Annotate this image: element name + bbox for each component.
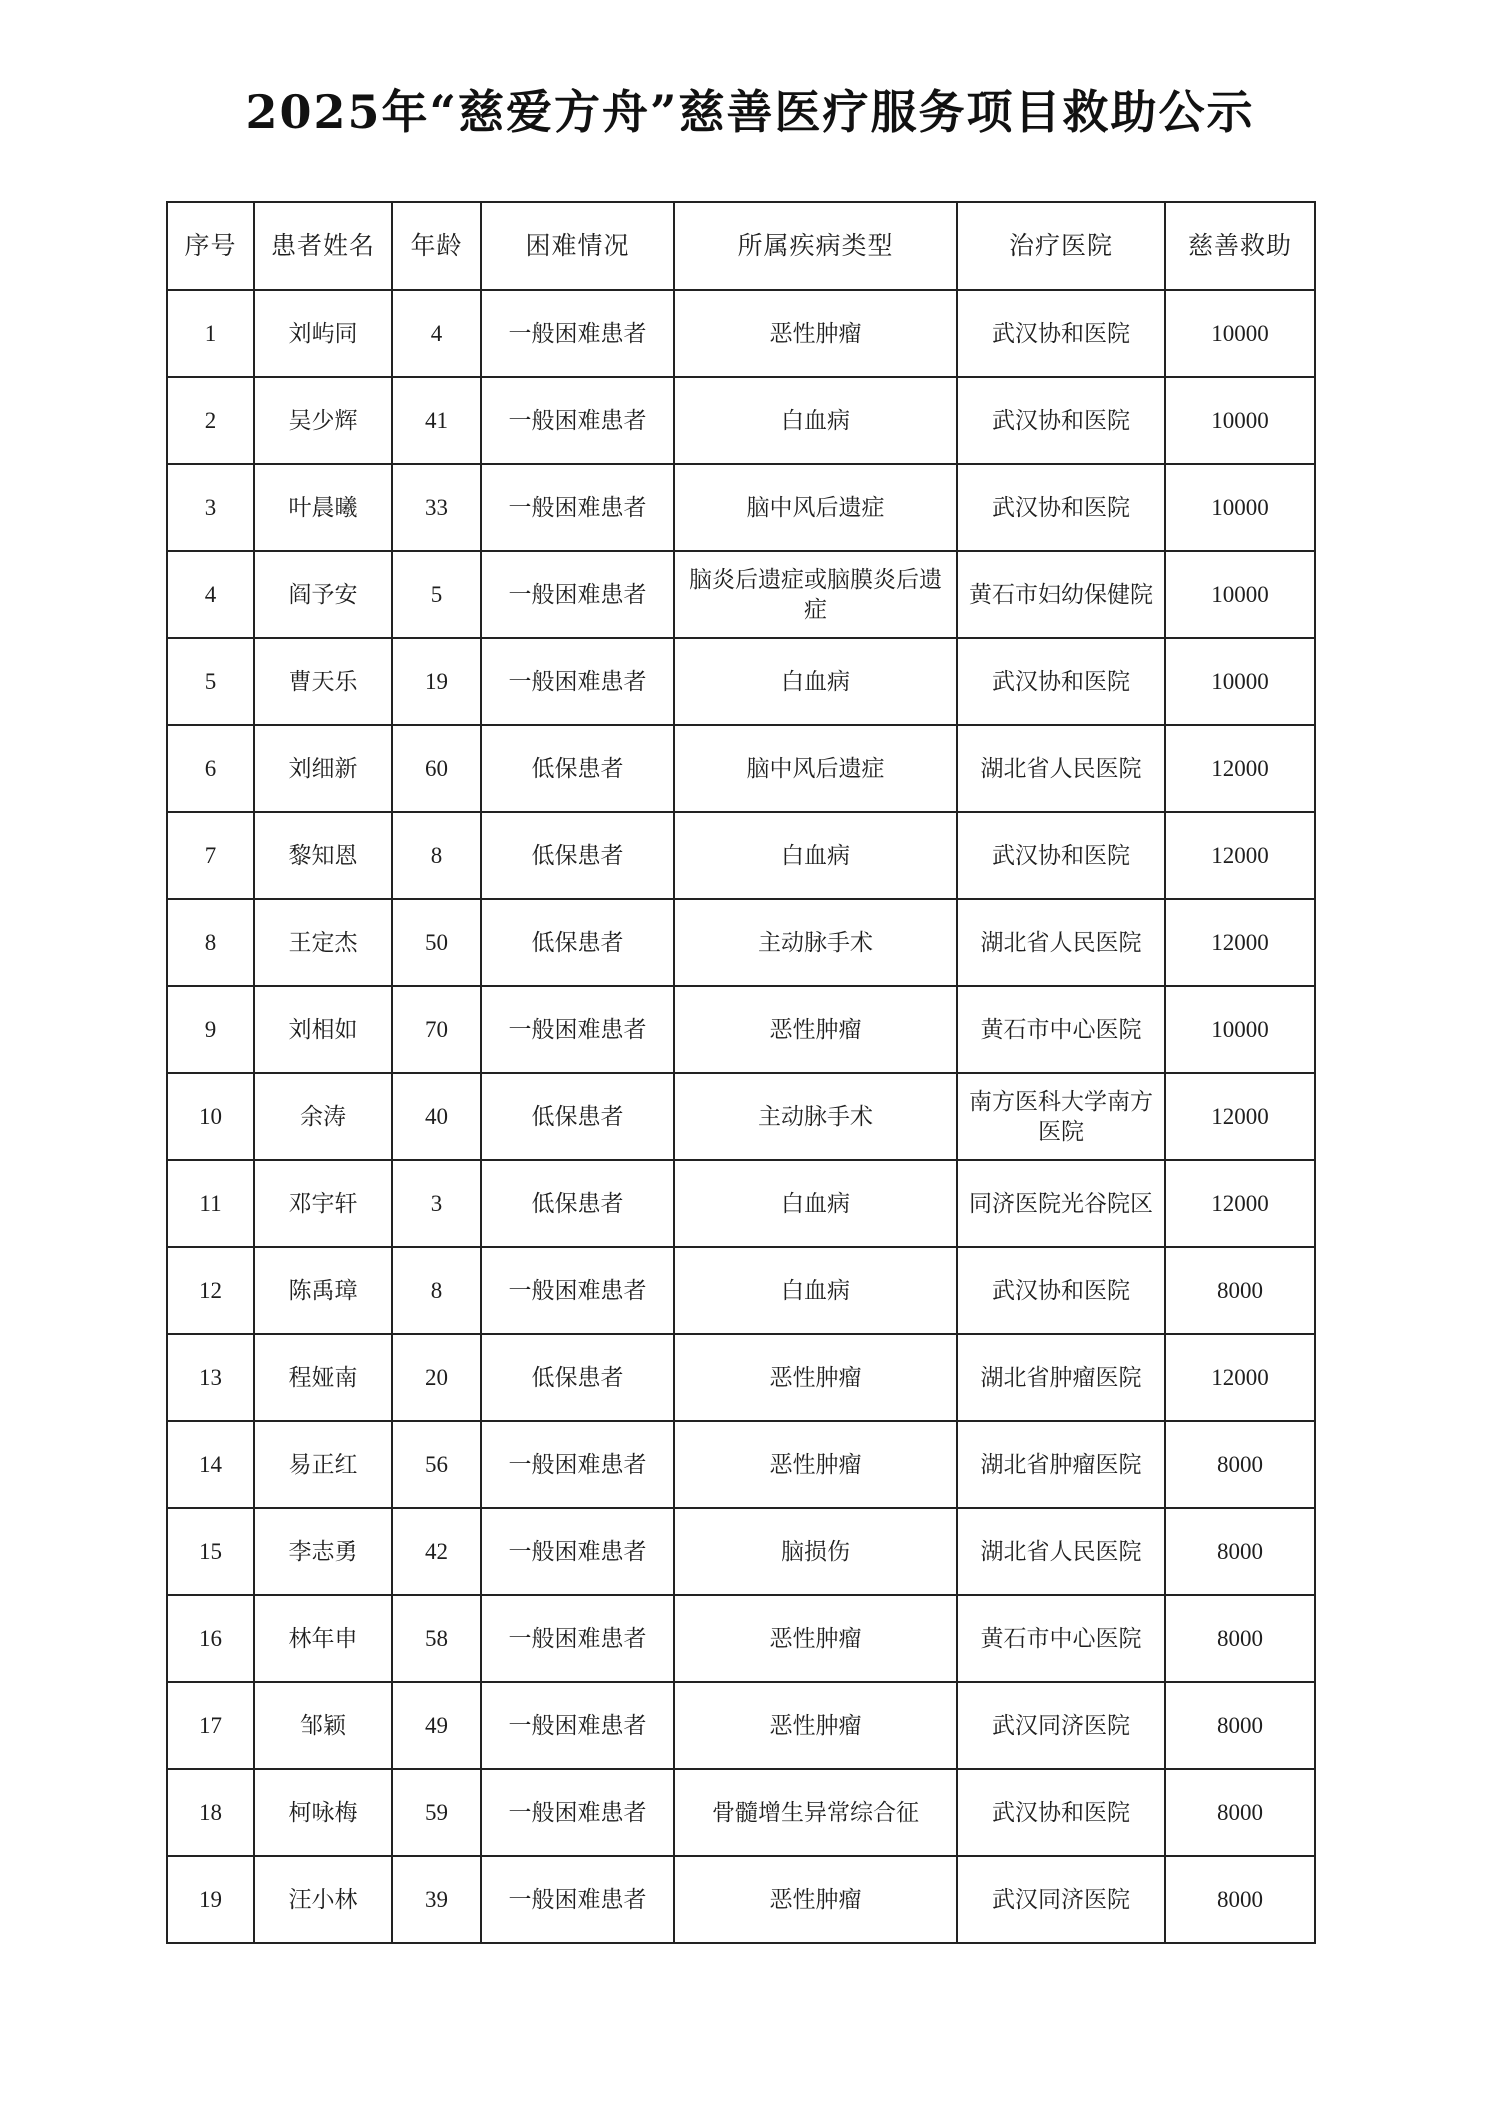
cell-disease: 白血病 — [674, 1160, 957, 1247]
table-row — [167, 1247, 1315, 1334]
cell-age: 5 — [392, 551, 481, 638]
table-row — [167, 725, 1315, 812]
cell-status: 一般困难患者 — [481, 464, 674, 551]
table-row — [167, 986, 1315, 1073]
cell-age: 42 — [392, 1508, 481, 1595]
cell-no: 6 — [167, 725, 254, 812]
cell-amount: 10000 — [1165, 377, 1315, 464]
table-row — [167, 1682, 1315, 1769]
cell-hospital: 黄石市中心医院 — [957, 1595, 1165, 1682]
cell-age: 70 — [392, 986, 481, 1073]
cell-age: 8 — [392, 1247, 481, 1334]
cell-status: 一般困难患者 — [481, 1682, 674, 1769]
cell-status: 一般困难患者 — [481, 638, 674, 725]
cell-name: 李志勇 — [254, 1508, 392, 1595]
table-row — [167, 638, 1315, 725]
table-row — [167, 1856, 1315, 1943]
cell-name: 柯咏梅 — [254, 1769, 392, 1856]
cell-age: 3 — [392, 1160, 481, 1247]
cell-no: 17 — [167, 1682, 254, 1769]
cell-status: 低保患者 — [481, 812, 674, 899]
cell-hospital: 湖北省人民医院 — [957, 1508, 1165, 1595]
cell-status: 低保患者 — [481, 725, 674, 812]
table-row — [167, 551, 1315, 638]
table-row — [167, 1595, 1315, 1682]
cell-status: 一般困难患者 — [481, 986, 674, 1073]
header-no: 序号 — [167, 202, 254, 290]
cell-no: 4 — [167, 551, 254, 638]
cell-amount: 10000 — [1165, 638, 1315, 725]
cell-name: 刘细新 — [254, 725, 392, 812]
cell-hospital: 武汉协和医院 — [957, 1769, 1165, 1856]
cell-age: 8 — [392, 812, 481, 899]
cell-disease: 恶性肿瘤 — [674, 986, 957, 1073]
cell-status: 一般困难患者 — [481, 1769, 674, 1856]
cell-age: 50 — [392, 899, 481, 986]
cell-hospital: 武汉协和医院 — [957, 290, 1165, 377]
table-row — [167, 290, 1315, 377]
table-header-row — [167, 202, 1315, 290]
cell-disease: 骨髓增生异常综合征 — [674, 1769, 957, 1856]
cell-status: 一般困难患者 — [481, 1247, 674, 1334]
cell-no: 2 — [167, 377, 254, 464]
cell-amount: 12000 — [1165, 899, 1315, 986]
cell-disease: 主动脉手术 — [674, 1073, 957, 1160]
cell-disease: 脑损伤 — [674, 1508, 957, 1595]
cell-age: 19 — [392, 638, 481, 725]
cell-name: 吴少辉 — [254, 377, 392, 464]
cell-no: 1 — [167, 290, 254, 377]
cell-age: 40 — [392, 1073, 481, 1160]
cell-no: 7 — [167, 812, 254, 899]
cell-hospital: 湖北省肿瘤医院 — [957, 1421, 1165, 1508]
table-row — [167, 464, 1315, 551]
cell-age: 20 — [392, 1334, 481, 1421]
cell-name: 林年申 — [254, 1595, 392, 1682]
cell-name: 阎予安 — [254, 551, 392, 638]
cell-name: 汪小林 — [254, 1856, 392, 1943]
cell-name: 程娅南 — [254, 1334, 392, 1421]
cell-name: 余涛 — [254, 1073, 392, 1160]
cell-amount: 8000 — [1165, 1682, 1315, 1769]
cell-status: 一般困难患者 — [481, 1595, 674, 1682]
cell-status: 一般困难患者 — [481, 1421, 674, 1508]
cell-disease: 恶性肿瘤 — [674, 1682, 957, 1769]
cell-amount: 10000 — [1165, 551, 1315, 638]
cell-disease: 脑中风后遗症 — [674, 464, 957, 551]
table-row — [167, 377, 1315, 464]
cell-hospital: 同济医院光谷院区 — [957, 1160, 1165, 1247]
table-row — [167, 812, 1315, 899]
cell-age: 58 — [392, 1595, 481, 1682]
cell-hospital: 武汉协和医院 — [957, 377, 1165, 464]
cell-age: 41 — [392, 377, 481, 464]
cell-disease: 白血病 — [674, 812, 957, 899]
cell-name: 邓宇轩 — [254, 1160, 392, 1247]
cell-name: 黎知恩 — [254, 812, 392, 899]
cell-amount: 8000 — [1165, 1421, 1315, 1508]
header-age: 年龄 — [392, 202, 481, 290]
cell-hospital: 武汉同济医院 — [957, 1682, 1165, 1769]
cell-age: 39 — [392, 1856, 481, 1943]
cell-age: 59 — [392, 1769, 481, 1856]
cell-disease: 主动脉手术 — [674, 899, 957, 986]
cell-hospital: 湖北省人民医院 — [957, 899, 1165, 986]
cell-no: 13 — [167, 1334, 254, 1421]
header-disease: 所属疾病类型 — [674, 202, 957, 290]
cell-disease: 脑炎后遗症或脑膜炎后遗症 — [674, 551, 957, 638]
cell-disease: 恶性肿瘤 — [674, 1421, 957, 1508]
cell-name: 刘屿同 — [254, 290, 392, 377]
cell-amount: 12000 — [1165, 725, 1315, 812]
cell-disease: 恶性肿瘤 — [674, 1334, 957, 1421]
cell-no: 9 — [167, 986, 254, 1073]
header-hospital: 治疗医院 — [957, 202, 1165, 290]
cell-disease: 白血病 — [674, 638, 957, 725]
cell-amount: 8000 — [1165, 1247, 1315, 1334]
cell-hospital: 黄石市中心医院 — [957, 986, 1165, 1073]
page-title: 2025年“慈爱方舟”慈善医疗服务项目救助公示 — [245, 85, 1255, 139]
table-row — [167, 1769, 1315, 1856]
cell-no: 10 — [167, 1073, 254, 1160]
cell-amount: 8000 — [1165, 1508, 1315, 1595]
table-row — [167, 1160, 1315, 1247]
table-row — [167, 1421, 1315, 1508]
cell-no: 15 — [167, 1508, 254, 1595]
cell-status: 一般困难患者 — [481, 1856, 674, 1943]
cell-status: 一般困难患者 — [481, 1508, 674, 1595]
cell-disease: 恶性肿瘤 — [674, 1595, 957, 1682]
cell-amount: 12000 — [1165, 1073, 1315, 1160]
cell-no: 12 — [167, 1247, 254, 1334]
cell-amount: 10000 — [1165, 464, 1315, 551]
cell-disease: 白血病 — [674, 1247, 957, 1334]
cell-status: 一般困难患者 — [481, 551, 674, 638]
cell-name: 曹天乐 — [254, 638, 392, 725]
table-row — [167, 1508, 1315, 1595]
table-body — [167, 290, 1315, 1943]
cell-hospital: 武汉协和医院 — [957, 1247, 1165, 1334]
cell-no: 5 — [167, 638, 254, 725]
table-row — [167, 899, 1315, 986]
cell-hospital: 南方医科大学南方医院 — [957, 1073, 1165, 1160]
cell-hospital: 武汉协和医院 — [957, 464, 1165, 551]
cell-name: 邹颖 — [254, 1682, 392, 1769]
cell-amount: 12000 — [1165, 1334, 1315, 1421]
header-amount: 慈善救助 — [1165, 202, 1315, 290]
cell-name: 刘相如 — [254, 986, 392, 1073]
cell-disease: 恶性肿瘤 — [674, 1856, 957, 1943]
cell-name: 叶晨曦 — [254, 464, 392, 551]
cell-age: 4 — [392, 290, 481, 377]
cell-disease: 脑中风后遗症 — [674, 725, 957, 812]
cell-amount: 10000 — [1165, 290, 1315, 377]
cell-no: 11 — [167, 1160, 254, 1247]
header-name: 患者姓名 — [254, 202, 392, 290]
cell-no: 18 — [167, 1769, 254, 1856]
table-row — [167, 1073, 1315, 1160]
cell-name: 易正红 — [254, 1421, 392, 1508]
cell-hospital: 武汉同济医院 — [957, 1856, 1165, 1943]
cell-hospital: 武汉协和医院 — [957, 638, 1165, 725]
cell-amount: 8000 — [1165, 1856, 1315, 1943]
cell-disease: 白血病 — [674, 377, 957, 464]
cell-amount: 12000 — [1165, 1160, 1315, 1247]
relief-table — [166, 201, 1316, 1944]
cell-no: 8 — [167, 899, 254, 986]
cell-amount: 10000 — [1165, 986, 1315, 1073]
cell-hospital: 黄石市妇幼保健院 — [957, 551, 1165, 638]
cell-age: 33 — [392, 464, 481, 551]
cell-hospital: 湖北省人民医院 — [957, 725, 1165, 812]
cell-status: 低保患者 — [481, 1334, 674, 1421]
table-row — [167, 1334, 1315, 1421]
cell-status: 低保患者 — [481, 899, 674, 986]
cell-hospital: 武汉协和医院 — [957, 812, 1165, 899]
cell-no: 3 — [167, 464, 254, 551]
cell-no: 16 — [167, 1595, 254, 1682]
cell-status: 低保患者 — [481, 1160, 674, 1247]
cell-age: 56 — [392, 1421, 481, 1508]
cell-status: 一般困难患者 — [481, 377, 674, 464]
cell-no: 19 — [167, 1856, 254, 1943]
cell-age: 49 — [392, 1682, 481, 1769]
cell-hospital: 湖北省肿瘤医院 — [957, 1334, 1165, 1421]
cell-no: 14 — [167, 1421, 254, 1508]
header-status: 困难情况 — [481, 202, 674, 290]
cell-status: 一般困难患者 — [481, 290, 674, 377]
cell-amount: 8000 — [1165, 1769, 1315, 1856]
cell-disease: 恶性肿瘤 — [674, 290, 957, 377]
cell-amount: 12000 — [1165, 812, 1315, 899]
cell-age: 60 — [392, 725, 481, 812]
cell-amount: 8000 — [1165, 1595, 1315, 1682]
cell-name: 王定杰 — [254, 899, 392, 986]
cell-name: 陈禹璋 — [254, 1247, 392, 1334]
cell-status: 低保患者 — [481, 1073, 674, 1160]
